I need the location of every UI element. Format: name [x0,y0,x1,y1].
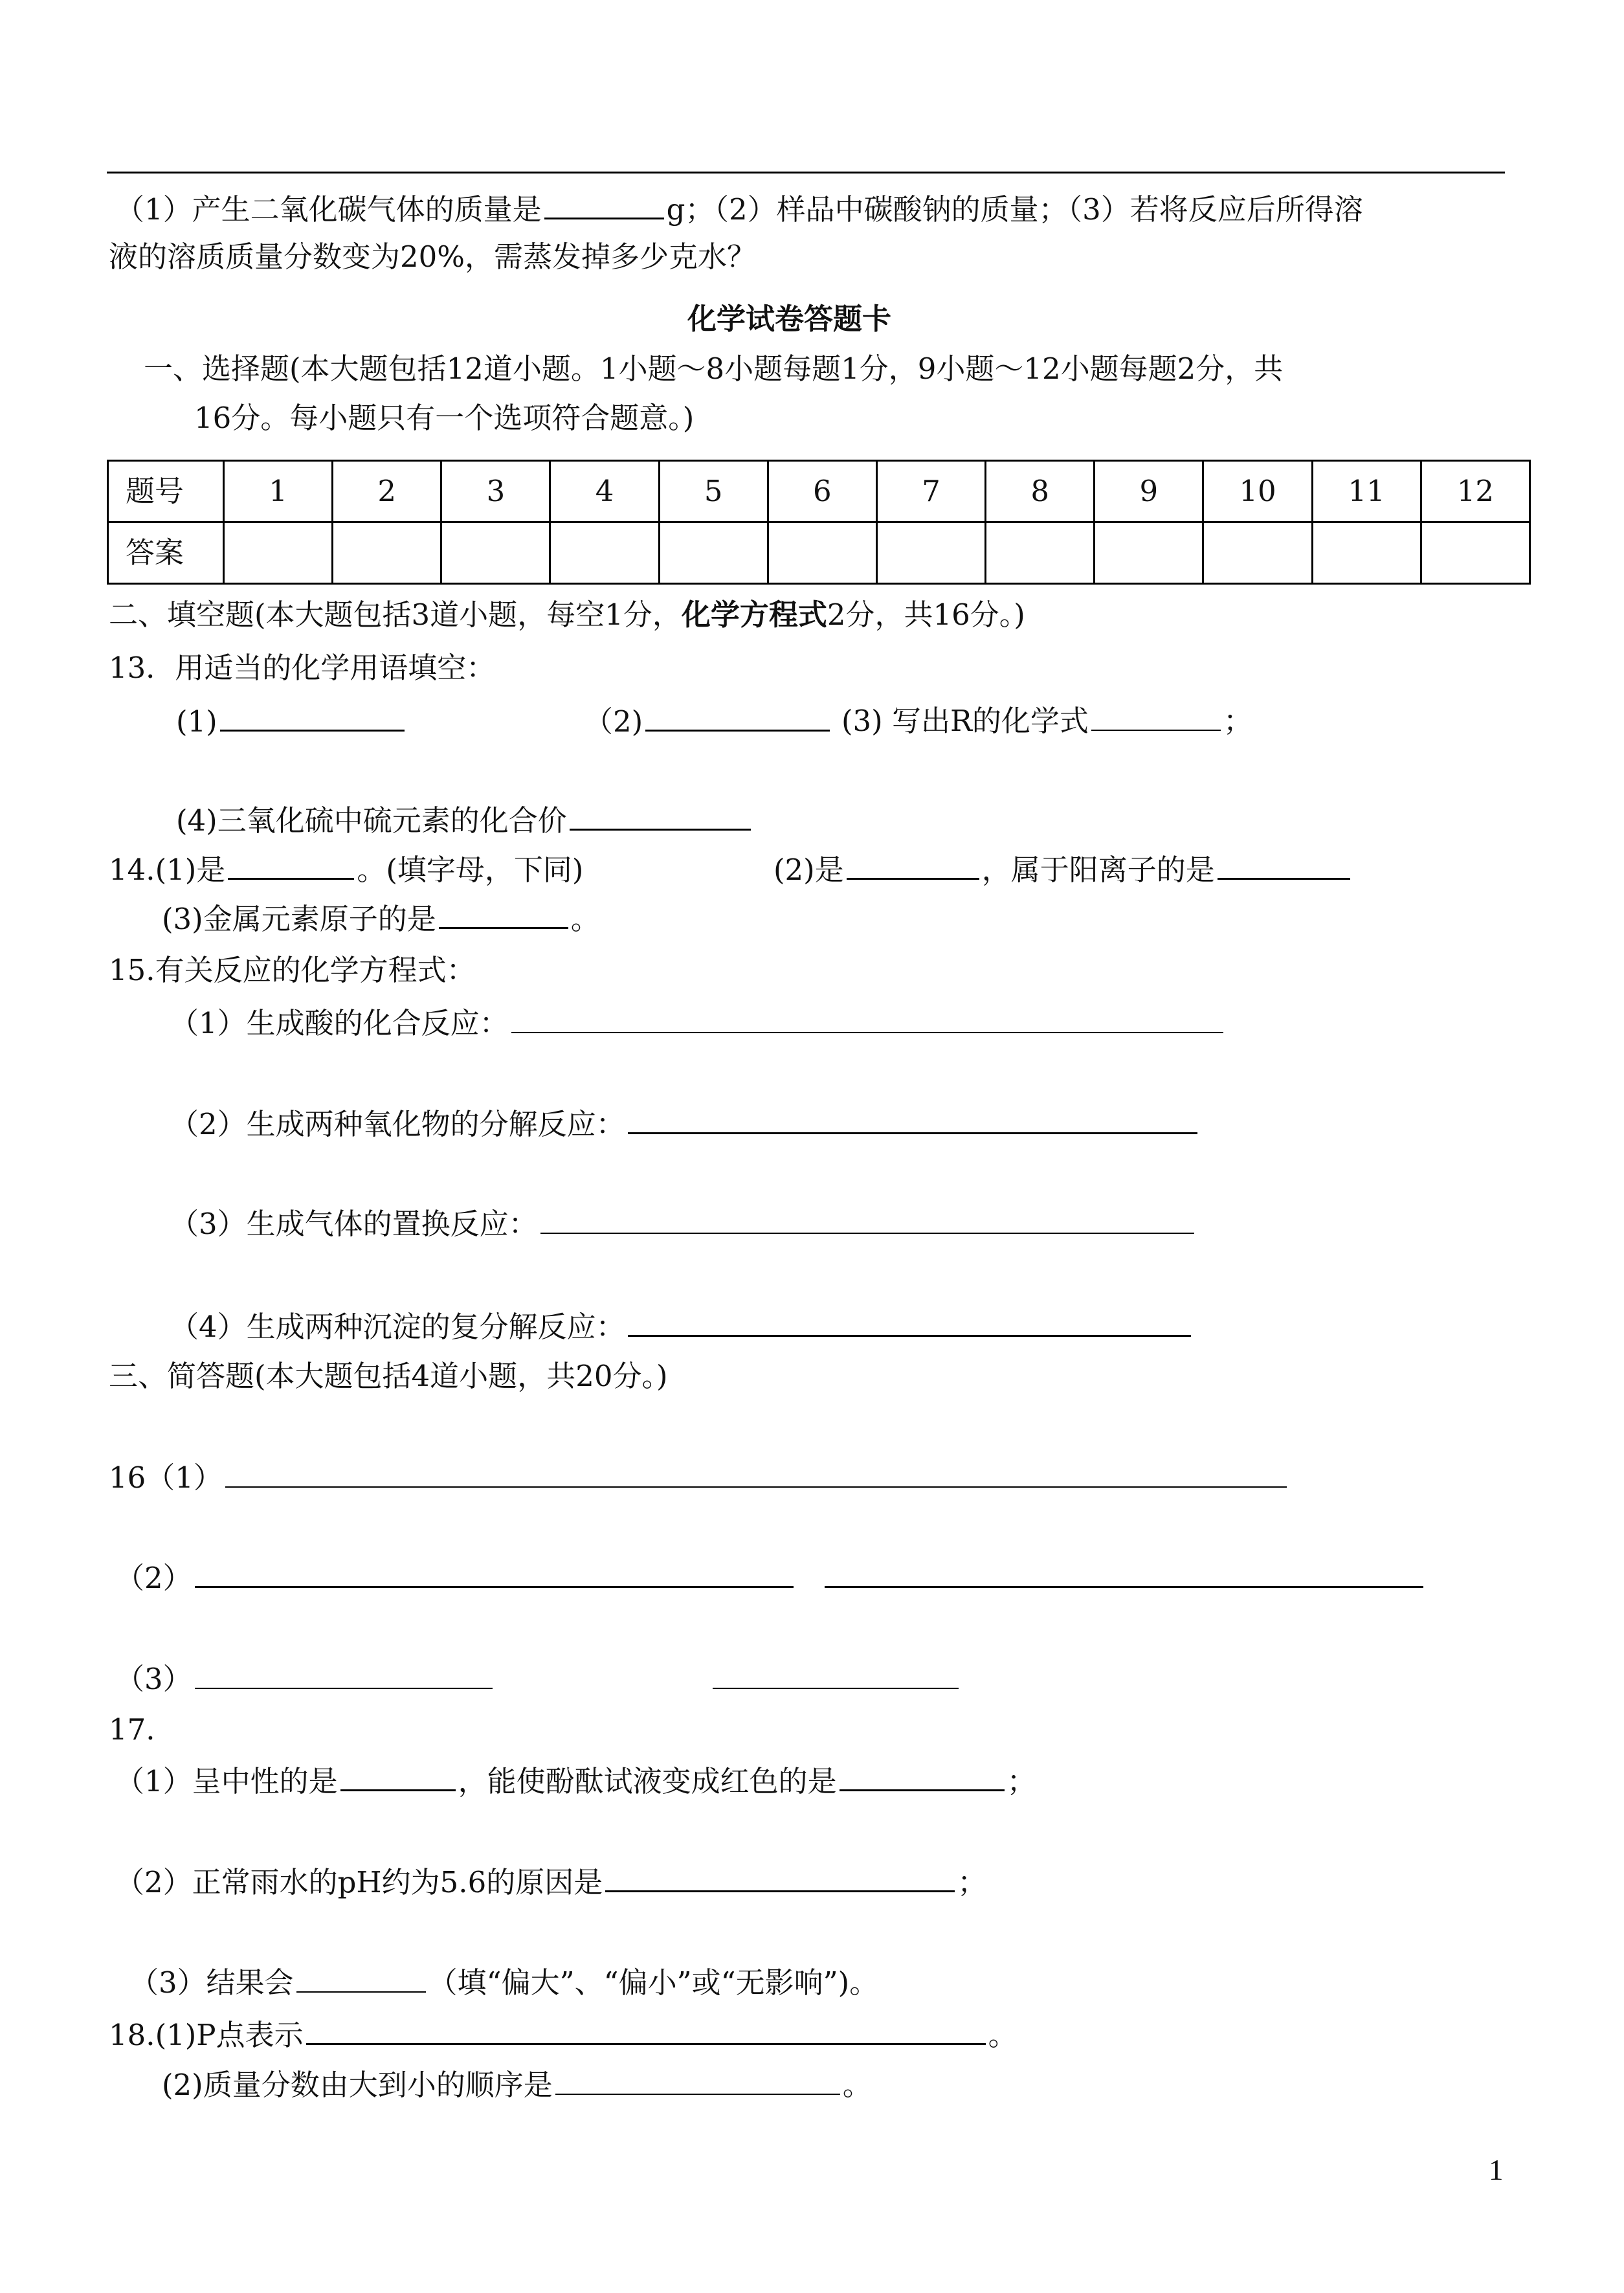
q17-blank-3[interactable] [605,1862,955,1892]
q15-part3 [170,1204,1197,1244]
q14-blank-3[interactable] [1218,849,1350,880]
q17-part2-end: ； [957,1865,987,1899]
answer-cell[interactable] [333,522,441,584]
q18-blank-2[interactable] [555,2065,840,2095]
section2-heading [109,596,1025,634]
q16-blank-1[interactable] [225,1458,1287,1488]
q14-part3 [162,899,600,939]
q14-blank-4[interactable] [439,899,568,929]
section2-heading-a: 二、填空题(本大题包括3道小题，每空1分， [109,598,682,632]
q16-blank-4[interactable] [195,1659,493,1689]
q15-part1-label: （1）生成酸的化合反应： [170,1006,509,1040]
q14-blank-2[interactable] [847,849,979,880]
q15-part4-label: （4）生成两种沉淀的复分解反应： [170,1310,625,1344]
q13-blank-2[interactable] [645,701,830,732]
q15-part4 [170,1306,1194,1347]
q14-part1 [109,849,583,889]
q13-part1-label: (1) [176,704,217,739]
q15-title: 15.有关反应的化学方程式： [109,953,476,987]
q17-part3-label: （3）结果会 [129,1965,294,2000]
q13-blank-1[interactable] [220,701,405,732]
question-number-cell: 8 [986,461,1095,522]
answer-table-answer-row [108,522,1530,584]
answer-card-title: 化学试卷答题卡 [687,302,892,336]
top-rule [107,172,1505,173]
q18-part1-label: 18.(1)P点表示 [109,2018,304,2052]
q13-part1 [176,701,407,741]
answer-table-number-row [108,461,1530,522]
q16-blank-5[interactable] [713,1659,959,1689]
q13-title: 13．用适当的化学用语填空： [109,651,496,685]
answer-cell[interactable] [659,522,768,584]
q17-blank-4[interactable] [296,1963,426,1993]
prev-question-text-b: g；（2）样品中碳酸钠的质量；（3）若将反应后所得溶 [666,192,1363,227]
row-header-answer: 答案 [108,522,224,584]
q14-part1-label: 14.(1)是 [109,853,226,887]
co2-mass-blank[interactable] [544,189,664,219]
q13-part3-label: (3) 写出R的化学式 [841,704,1089,738]
q13-part3-end: ； [1223,704,1252,738]
answer-table [107,460,1531,585]
q18-part1-end: 。 [988,2018,1018,2052]
q18-part2 [162,2065,872,2105]
section3-heading: 三、简答题(本大题包括4道小题，共20分。) [109,1359,668,1393]
q16-part2 [115,1558,1426,1598]
question-number-cell: 7 [876,461,985,522]
q15-part2 [170,1104,1200,1144]
question-number-cell: 10 [1203,461,1312,522]
q14-part2 [773,849,1353,889]
q17-part1-mid: ，能使酚酞试液变成红色的是 [458,1764,837,1798]
question-number-cell: 3 [441,461,550,522]
q13-part4 [176,800,753,840]
q15-part1 [170,1003,1226,1043]
q17-title: 17. [109,1712,155,1747]
q16-part1-label: 16（1） [109,1460,223,1495]
q17-part2-label: （2）正常雨水的pH约为5.6的原因是 [115,1865,603,1899]
q18-blank-1[interactable] [306,2015,986,2045]
answer-cell[interactable] [1421,522,1529,584]
q15-part3-label: （3）生成气体的置换反应： [170,1207,538,1241]
q13-blank-4[interactable] [570,800,751,831]
q17-part3 [129,1963,878,2002]
row-header-number: 题号 [108,461,224,522]
answer-cell[interactable] [1312,522,1421,584]
q14-part1-end: 。(填字母，下同) [357,853,584,887]
q13-part2 [584,701,832,741]
q15-blank-3[interactable] [540,1204,1194,1234]
q14-part3-label: (3)金属元素原子的是 [162,902,436,936]
question-number-cell: 2 [333,461,441,522]
q17-part1 [115,1761,1036,1801]
question-number-cell: 12 [1421,461,1529,522]
prev-question-line1 [115,189,1363,229]
question-number-cell: 1 [224,461,333,522]
question-number-cell: 6 [768,461,876,522]
q13-part2-label: （2) [584,704,643,739]
question-number-cell: 11 [1312,461,1421,522]
q17-part1-label: （1）呈中性的是 [115,1764,338,1798]
q16-part3 [115,1659,961,1699]
answer-cell[interactable] [1203,522,1312,584]
q15-blank-4[interactable] [628,1306,1191,1337]
q18-part2-end: 。 [842,2068,872,2102]
q14-part3-end: 。 [570,902,600,936]
answer-cell[interactable] [1095,522,1203,584]
q17-part2 [115,1862,986,1902]
q15-part2-label: （2）生成两种氧化物的分解反应： [170,1107,625,1141]
answer-cell[interactable] [986,522,1095,584]
q17-blank-1[interactable] [340,1761,456,1791]
section1-heading-line2: 16分。每小题只有一个选项符合题意。) [194,401,695,435]
q18-part2-label: (2)质量分数由大到小的顺序是 [162,2068,553,2102]
q16-blank-2[interactable] [195,1558,794,1588]
question-number-cell: 9 [1095,461,1203,522]
answer-cell[interactable] [768,522,876,584]
q16-part1 [109,1458,1289,1497]
q15-blank-2[interactable] [628,1104,1197,1134]
q17-part1-end: ； [1007,1764,1036,1798]
answer-cell[interactable] [550,522,659,584]
answer-cell[interactable] [224,522,333,584]
q17-blank-2[interactable] [840,1761,1005,1791]
section2-heading-bold: 化学方程式 [681,598,827,632]
page-number: 1 [1489,2154,1504,2186]
q14-part2-mid: ，属于阳离子的是 [981,853,1215,887]
q13-part3 [841,701,1252,741]
prev-question-line2: 液的溶质质量分数变为20%，需蒸发掉多少克水？ [109,240,757,274]
q14-blank-1[interactable] [228,849,354,880]
answer-cell[interactable] [441,522,550,584]
q17-part3-end: （填“偏大”、“偏小”或“无影响”)。 [428,1965,879,2000]
question-number-cell: 5 [659,461,768,522]
q13-blank-3[interactable] [1091,701,1221,731]
q16-part3-label: （3） [115,1662,192,1696]
q18-part1 [109,2015,1018,2055]
section1-heading-line1: 一、选择题(本大题包括12道小题。1小题～8小题每题1分，9小题～12小题每题2分，共 [144,352,1284,386]
question-number-cell: 4 [550,461,659,522]
answer-cell[interactable] [876,522,985,584]
q16-part2-label: （2） [115,1561,192,1595]
prev-question-text-a: （1）产生二氧化碳气体的质量是 [115,192,542,227]
q16-blank-3[interactable] [825,1558,1423,1588]
q14-part2-label: (2)是 [773,853,844,887]
q15-blank-1[interactable] [511,1003,1223,1033]
section2-heading-b: 2分，共16分。) [827,598,1025,632]
q13-part4-label: (4)三氧化硫中硫元素的化合价 [176,803,567,838]
